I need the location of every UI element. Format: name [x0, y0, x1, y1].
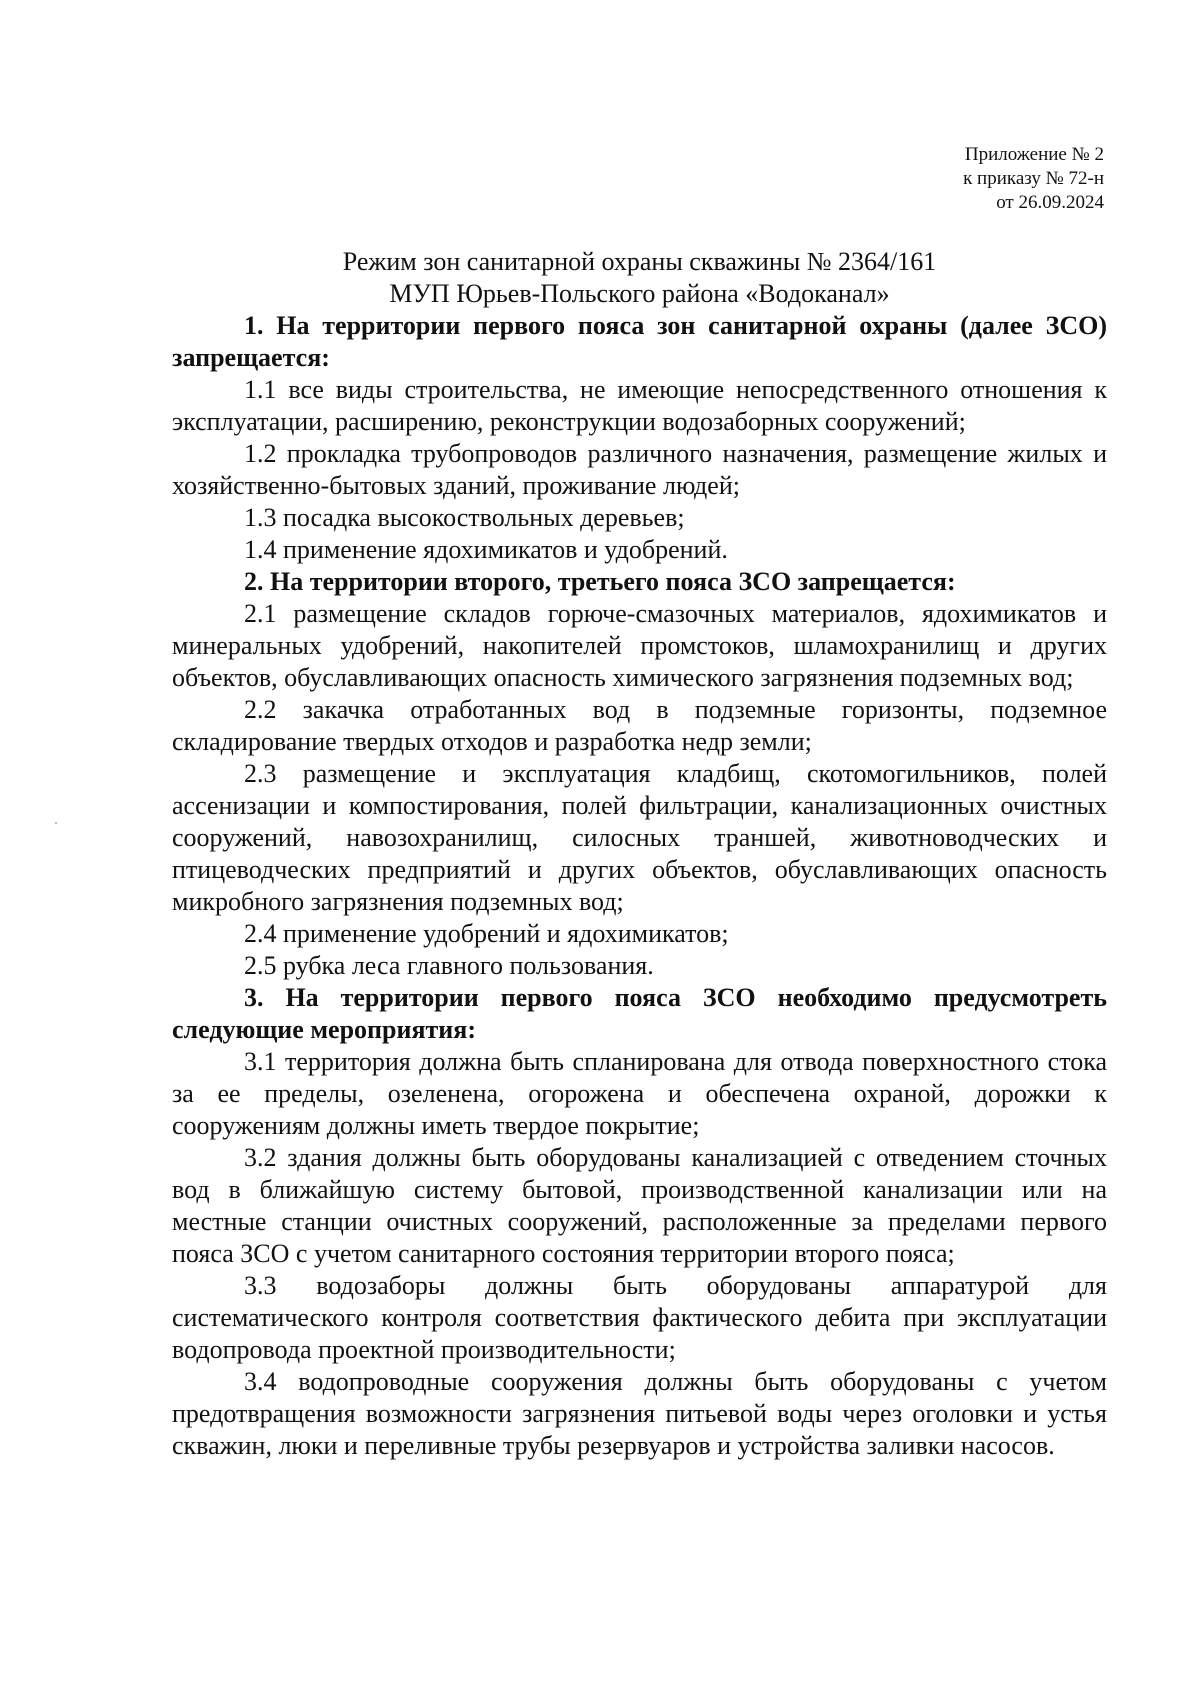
section-3-heading: 3. На территории первого пояса ЗСО необходимо предусмотреть следующие мероприятия:	[172, 983, 1107, 1044]
clause-1-2: 1.2 прокладка трубопроводов различного назначения, размещение жилых и хозяйственно-бытовых зданий, проживание людей;	[172, 439, 1107, 500]
clause-1-1: 1.1 все виды строительства, не имеющие непосредственного отношения к эксплуатации, расширению, реконструкции водозаборных сооружений;	[172, 375, 1107, 436]
scan-speck	[55, 822, 57, 824]
appendix-number: Приложение № 2	[964, 144, 1104, 165]
clause-2-5: 2.5 рубка леса главного пользования.	[244, 951, 654, 980]
section-2-heading: 2. На территории второго, третьего пояса ЗСО запрещается:	[244, 567, 956, 596]
section-1-heading: 1. На территории первого пояса зон санитарной охраны (далее ЗСО) запрещается:	[172, 311, 1107, 372]
clause-3-2: 3.2 здания должны быть оборудованы канализацией с отведением сточных вод в ближайшую систему бытовой, производственной канализации или на местные станции очистных сооружений, расположенные за пределами первого пояса ЗСО с учетом санитарного состояния территории второго пояса;	[172, 1143, 1107, 1268]
document-body	[172, 246, 1107, 1462]
appendix-reference	[963, 143, 1104, 215]
clause-3-1: 3.1 территория должна быть спланирована для отвода поверхностного стока за ее пределы, озеленена, огорожена и обеспечена охраной, дорожки к сооружениям должны иметь твердое покрытие;	[172, 1047, 1107, 1140]
clause-2-2: 2.2 закачка отработанных вод в подземные горизонты, подземное складирование твердых отходов и разработка недр земли;	[172, 695, 1107, 756]
clause-1-3: 1.3 посадка высокоствольных деревьев;	[244, 503, 685, 532]
order-number: к приказу № 72-н	[963, 168, 1104, 189]
clause-2-4: 2.4 применение удобрений и ядохимикатов;	[244, 919, 729, 948]
document-title-line-2: МУП Юрьев-Польского района «Водоканал»	[389, 279, 890, 308]
document-title-line-1: Режим зон санитарной охраны скважины № 2364/161	[342, 247, 937, 276]
clause-3-4: 3.4 водопроводные сооружения должны быть оборудованы с учетом предотвращения возможности загрязнения питьевой воды через оголовки и устья скважин, люки и переливные трубы резервуаров и устройства заливки насосов.	[172, 1367, 1107, 1460]
clause-3-3: 3.3 водозаборы должны быть оборудованы аппаратурой для систематического контроля соответствия фактического дебита при эксплуатации водопровода проектной производительности;	[172, 1271, 1107, 1364]
clause-1-4: 1.4 применение ядохимикатов и удобрений.	[244, 535, 728, 564]
clause-2-1: 2.1 размещение складов горюче-смазочных материалов, ядохимикатов и минеральных удобрений, накопителей промстоков, шламохранилищ и других объектов, обуславливающих опасность химического загрязнения подземных вод;	[172, 599, 1107, 692]
order-date: от 26.09.2024	[996, 192, 1104, 213]
clause-2-3: 2.3 размещение и эксплуатация кладбищ, скотомогильников, полей ассенизации и компостирования, полей фильтрации, канализационных очистных сооружений, навозохранилищ, силосных траншей, животноводческих и птицеводческих предприятий и других объектов, обуславливающих опасность микробного загрязнения подземных вод;	[172, 759, 1107, 916]
